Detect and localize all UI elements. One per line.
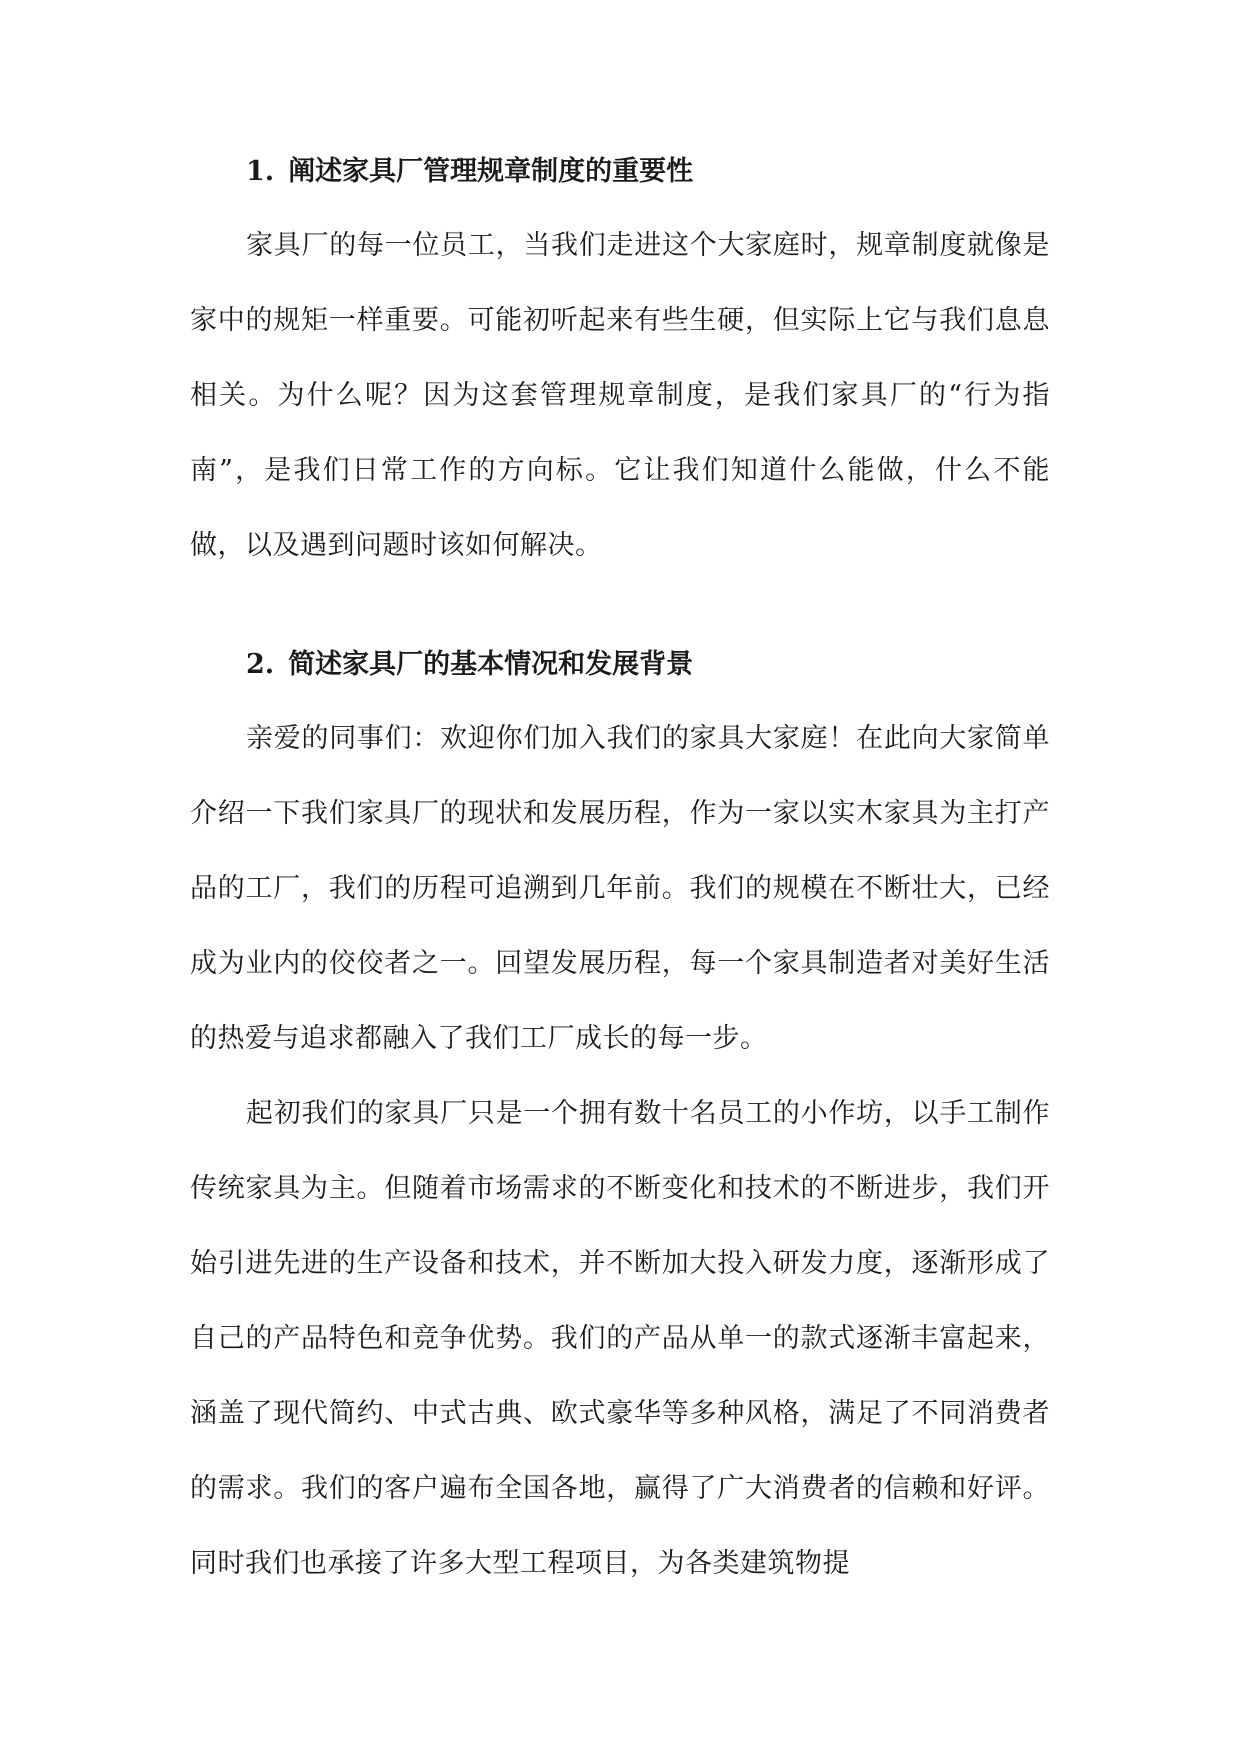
section-2-heading xyxy=(190,633,1050,697)
section-1-title: 阐述家具厂管理规章制度的重要性 xyxy=(288,156,694,187)
section-2-paragraph-1: 亲爱的同事们：欢迎你们加入我们的家具大家庭！在此向大家简单介绍一下我们家具厂的现状和发展历程，作为一家以实木家具为主打产品的工厂，我们的历程可追溯到几年前。我们的规模在不断壮大，已经成为业内的佼佼者之一。回望发展历程，每一个家具制造者对美好生活的热爱与追求都融入了我们工厂成长的每一步。 xyxy=(190,723,1050,1054)
section-1-paragraph-1: 家具厂的每一位员工，当我们走进这个大家庭时，规章制度就像是家中的规矩一样重要。可能初听起来有些生硬，但实际上它与我们息息相关。为什么呢？因为这套管理规章制度，是我们家具厂的“行为指南”，是我们日常工作的方向标。它让我们知道什么能做，什么不能做，以及遇到问题时该如何解决。 xyxy=(190,230,1050,561)
document-body xyxy=(190,140,1050,1601)
section-2-paragraph-2: 起初我们的家具厂只是一个拥有数十名员工的小作坊，以手工制作传统家具为主。但随着市场需求的不断变化和技术的不断进步，我们开始引进先进的生产设备和技术，并不断加大投入研发力度，逐渐形成了自己的产品特色和竞争优势。我们的产品从单一的款式逐渐丰富起来，涵盖了现代简约、中式古典、欧式豪华等多种风格，满足了不同消费者的需求。我们的客户遍布全国各地，赢得了广大消费者的信赖和好评。同时我们也承接了许多大型工程项目，为各类建筑物提 xyxy=(190,1098,1050,1579)
section-1-number: 1. xyxy=(246,156,275,187)
section-2-title: 简述家具厂的基本情况和发展背景 xyxy=(288,649,694,680)
section-2-number: 2. xyxy=(246,649,275,680)
section-1-heading xyxy=(190,140,1050,204)
